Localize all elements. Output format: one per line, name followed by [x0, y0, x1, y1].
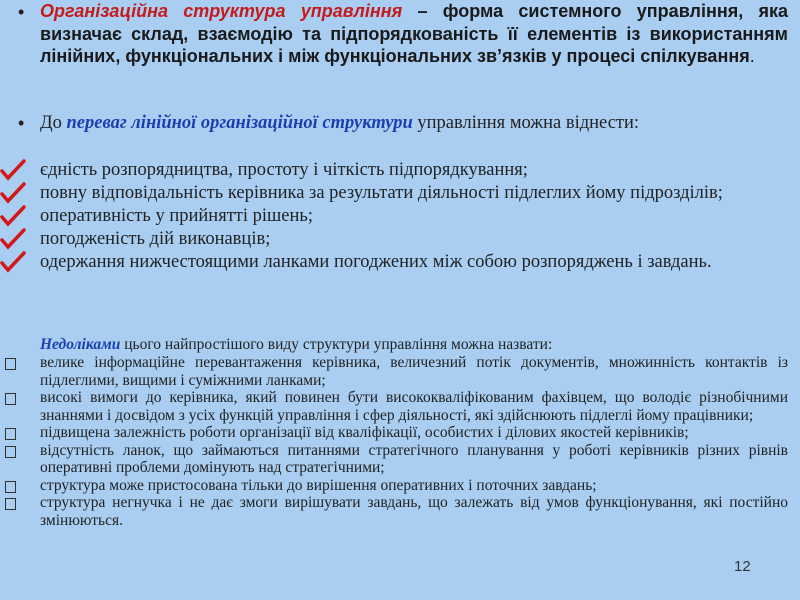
- page-number: 12: [734, 558, 751, 575]
- list-item: [0, 182, 788, 205]
- list-item: [0, 442, 788, 477]
- list-item-text: високі вимоги до керівника, який повинен бути висококваліфікованим фахівцем, що володіє різнобічними знаннями і досвідом з усіх функцій управління і сфер діяльності, які здійснюють підлеглі йому працівники;: [40, 389, 788, 424]
- square-bullet-icon: [5, 358, 16, 370]
- square-bullet-icon: [5, 428, 16, 440]
- advantages-intro-pre: До: [40, 113, 67, 133]
- advantages-intro: [40, 112, 788, 135]
- advantages-term: переваг лінійної організаційної структури: [66, 113, 413, 133]
- list-item: [0, 251, 788, 274]
- list-item-text: оперативність у прийнятті рішень;: [40, 206, 313, 226]
- advantages-intro-post: управління можна віднести:: [412, 113, 640, 133]
- checkmark-icon: [0, 182, 26, 204]
- bullet-dot: •: [18, 2, 25, 22]
- list-item-text: одержання нижчестоящими ланками погоджених між собою розпоряджень і завдань.: [40, 252, 712, 272]
- definition-term: Організаційна структура управління: [40, 1, 403, 21]
- list-item-text: підвищена залежність роботи організації від кваліфікації, особистих і ділових якостей керівників;: [40, 424, 689, 441]
- disadvantages-intro: [40, 335, 788, 354]
- square-bullet-icon: [5, 446, 16, 458]
- list-item-text: відсутність ланок, що займаються питаннями стратегічного планування у роботі керівників різних рівнів оперативні проблеми домінують над стратегічними;: [40, 441, 788, 476]
- list-item: [0, 494, 788, 529]
- checkmark-icon: [0, 205, 26, 227]
- list-item: [0, 205, 788, 228]
- disadvantages-term: Недоліками: [40, 336, 121, 353]
- disadvantages-list: [0, 354, 800, 529]
- square-bullet-icon: [5, 481, 16, 493]
- definition-text: – форма системного управління, яка визначає склад, взаємодію та підпорядкованість її елементів із використанням лінійних, функціональних і між функціональних зв’язків у процесі спілкування: [40, 1, 789, 66]
- list-item: [0, 354, 788, 389]
- definition-paragraph: [40, 0, 788, 68]
- checkmark-icon: [0, 251, 26, 273]
- bullet-dot: •: [18, 113, 25, 133]
- square-bullet-icon: [5, 498, 16, 510]
- checkmark-icon: [0, 228, 26, 250]
- list-item: [0, 424, 788, 442]
- checkmark-icon: [0, 159, 26, 181]
- list-item: [0, 477, 788, 495]
- list-item-text: структура може пристосована тільки до вирішення оперативних і поточних завдань;: [40, 476, 597, 494]
- list-item: [0, 228, 788, 251]
- list-item: [0, 159, 788, 182]
- list-item-text: погодженість дій виконавців;: [40, 229, 271, 249]
- square-bullet-icon: [5, 393, 16, 405]
- list-item-text: велике інформаційне перевантаження керівника, величезний потік документів, множинність контактів із підлеглими, вищими і суміжними ланками;: [40, 354, 788, 389]
- list-item: [0, 389, 788, 424]
- advantages-list: [0, 159, 800, 274]
- disadvantages-intro-rest: цього найпростішого виду структури управління можна назвати:: [120, 336, 553, 353]
- list-item-text: єдність розпорядництва, простоту і чіткість підпорядкування;: [40, 160, 528, 180]
- list-item-text: структура негнучка і не дає змоги вирішувати завдань, що залежать від умов функціонування, які постійно змінюються.: [40, 494, 788, 529]
- definition-end: .: [749, 46, 755, 66]
- list-item-text: повну відповідальність керівника за результати діяльності підлеглих йому підрозділів;: [40, 183, 723, 203]
